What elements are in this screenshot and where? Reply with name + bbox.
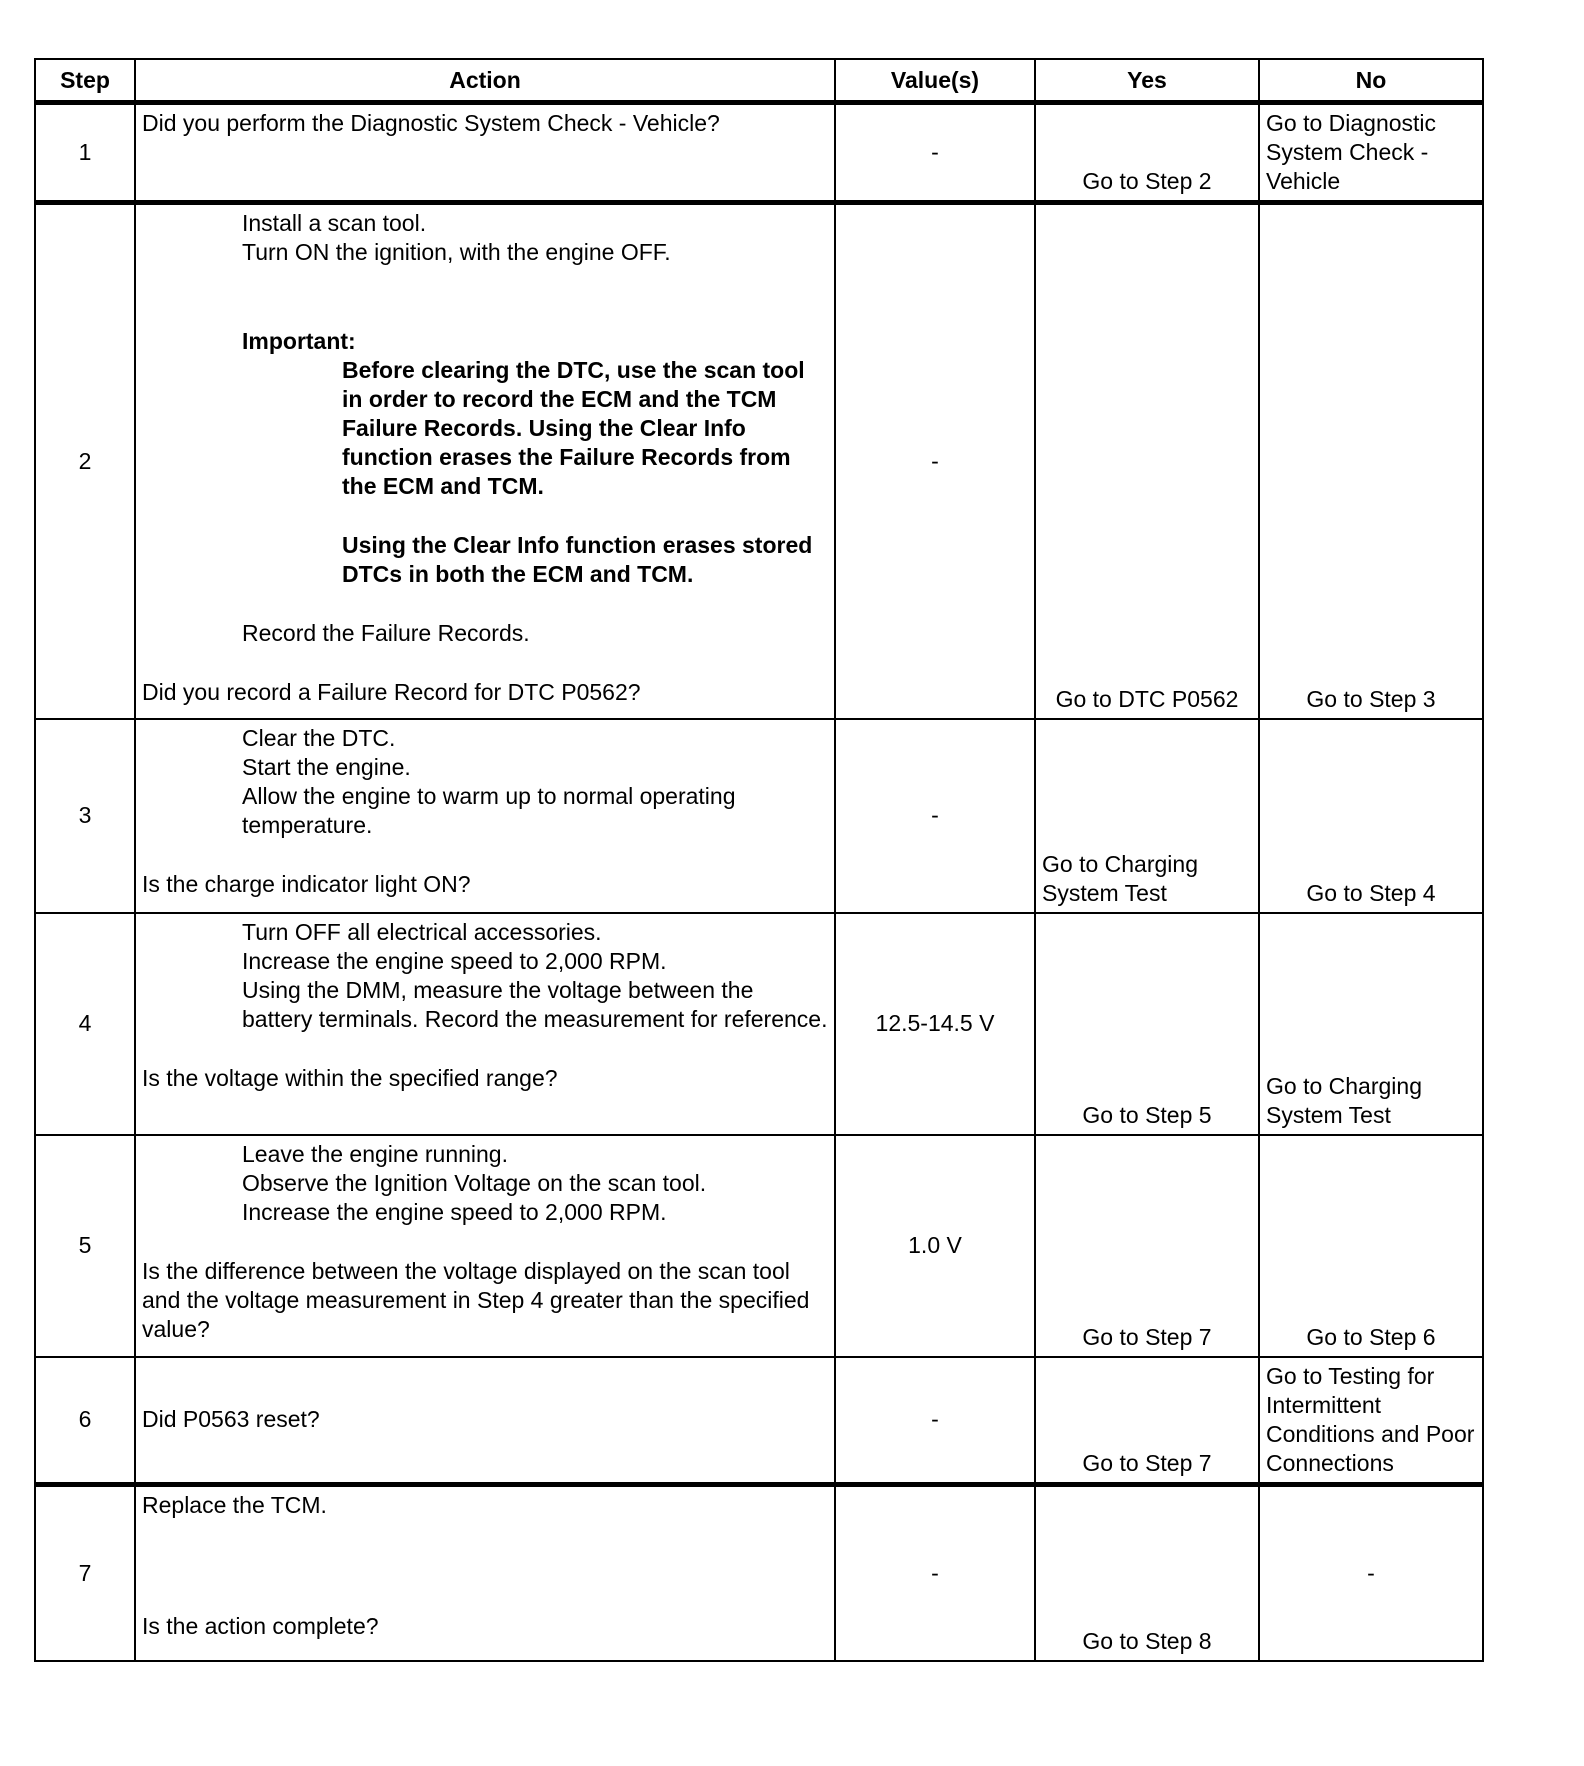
step-number: 2 [35,203,135,719]
value-cell: 12.5-14.5 V [835,913,1035,1135]
important-note: Before clearing the DTC, use the scan tool in order to record the ECM and the TCM Failure Records. Using the Clear Info function erases the Failure Records from the ECM and TCM. [342,357,805,499]
yes-cell: Go to Step 7 [1035,1135,1259,1357]
action-question: Is the action complete? [142,1613,379,1639]
table-row-step-4 [35,913,1483,1135]
no-cell: Go to Step 4 [1259,719,1483,913]
action-line: Turn OFF all electrical accessories. [242,918,602,945]
important-label: Important: [242,328,356,354]
step-number: 4 [35,913,135,1135]
action-line: Observe the Ignition Voltage on the scan tool. [242,1169,707,1196]
value-cell: 1.0 V [835,1135,1035,1357]
table-row-step-2 [35,203,1483,719]
action-line: Record the Failure Records. [242,620,530,646]
step-number: 6 [35,1357,135,1485]
action-question: Is the charge indicator light ON? [142,870,471,897]
action-line: Clear the DTC. [242,724,396,751]
action-cell [135,719,835,913]
no-cell: Go to Step 3 [1259,203,1483,719]
step-number: 5 [35,1135,135,1357]
action-cell [135,1135,835,1357]
header-action: Action [135,59,835,103]
value-cell: - [835,203,1035,719]
yes-cell: Go to Step 2 [1035,103,1259,203]
action-cell [135,103,835,203]
action-question: Did you perform the Diagnostic System Check - Vehicle? [142,110,720,136]
yes-cell: Go to DTC P0562 [1035,203,1259,719]
yes-cell: Go to Step 7 [1035,1357,1259,1485]
important-note: Using the Clear Info function erases stored DTCs in both the ECM and TCM. [342,532,813,587]
step-number: 7 [35,1485,135,1661]
action-question: Did you record a Failure Record for DTC P0562? [142,679,641,705]
no-cell: Go to Testing for Intermittent Conditions and Poor Connections [1259,1357,1483,1485]
diagnostic-table [34,58,1484,1662]
step-number: 1 [35,103,135,203]
no-cell: Go to Diagnostic System Check - Vehicle [1259,103,1483,203]
action-line: Leave the engine running. [242,1140,508,1167]
value-cell: - [835,1485,1035,1661]
action-question: Is the voltage within the specified range? [142,1064,558,1091]
header-row [35,59,1483,103]
action-line: Increase the engine speed to 2,000 RPM. [242,1198,667,1225]
action-line: Turn ON the ignition, with the engine OFF. [242,239,671,265]
value-cell: - [835,103,1035,203]
action-line: Using the DMM, measure the voltage between the battery terminals. Record the measurement for reference. [242,976,828,1032]
action-line: Install a scan tool. [242,210,427,236]
action-cell [135,203,835,719]
yes-cell: Go to Step 8 [1035,1485,1259,1661]
header-no: No [1259,59,1483,103]
action-line: Increase the engine speed to 2,000 RPM. [242,947,667,974]
value-cell: - [835,1357,1035,1485]
table-row-step-3 [35,719,1483,913]
no-cell: Go to Step 6 [1259,1135,1483,1357]
action-cell [135,913,835,1135]
table-row-step-1 [35,103,1483,203]
action-question: Did P0563 reset? [135,1357,835,1485]
no-cell: Go to Charging System Test [1259,913,1483,1135]
table-row-step-5 [35,1135,1483,1357]
action-line: Replace the TCM. [142,1492,327,1518]
step-number: 3 [35,719,135,913]
no-cell: - [1259,1485,1483,1661]
table-row-step-7 [35,1485,1483,1661]
action-cell [135,1485,835,1661]
action-line: Allow the engine to warm up to normal operating temperature. [242,782,736,838]
value-cell: - [835,719,1035,913]
yes-cell: Go to Charging System Test [1035,719,1259,913]
diagnostic-table-sheet [34,58,1482,1666]
action-question: Is the difference between the voltage displayed on the scan tool and the voltage measurement in Step 4 greater than the specified value? [142,1257,810,1342]
action-line: Start the engine. [242,753,411,780]
table-row-step-6 [35,1357,1483,1485]
header-values: Value(s) [835,59,1035,103]
header-step: Step [35,59,135,103]
header-yes: Yes [1035,59,1259,103]
yes-cell: Go to Step 5 [1035,913,1259,1135]
